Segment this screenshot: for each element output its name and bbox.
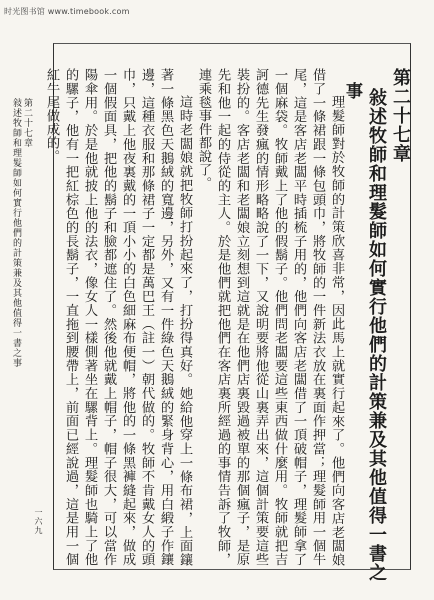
running-header (10, 98, 32, 368)
chapter-heading-continuation: 事 (342, 82, 362, 100)
chapter-heading: 敍述牧師和理髮師如何實行他們的計策兼及其他值得一書之 (366, 88, 387, 582)
chapter-title-block (340, 68, 412, 582)
body-paragraph: 這時老闆娘就把牧師打扮起來了，打扮得真好。她給他穿上一條布裙，上面鑲著一條黑色天鵝絨的寬邊，另外，又有一件綠色天鵝絨的緊身背心，用白緞子作鑲邊，這種衣服和那條裙子一定都是萬巴王（註一）朝代做的。牧師不肯戴女人的頭巾，只戴上他夜裏戴的一頂小小的白色細麻布便帽，將他的一條黑褲縫起來，做成一個假面具，把他的鬍子和臉都遮住了。然後他就戴上帽子，帽子很大，可以當作陽傘用。於是他就披上他的法衣，像女人一樣側著坐在騾背上。理髮師也騎上了他的騾子，他有一把紅棕色的長鬍子，一直拖到腰帶上，前面已經說過，這是用一個紅牛尾做成的。 (44, 68, 192, 566)
body-paragraph: 理髮師對於牧師的計策欣喜非常，因此馬上就實行起來了。他們向客店老闆娘借了一條裙跟一條包頭巾，將牧師的一件新法衣放在裏面作押當；理髮師用一個牛尾，這是客店老闆平時插梳子用的，他們向客店老闆借了一頂破帽子，理髮師拿了一個麻袋。牧師戴上了他的假鬍子。他們問老闆要這些東西做什麼用。牧師就把吉訶德先生發瘋的情形略略說了一下，又說明要將他從山裏弄出來，這個計策要這些裝扮的。客店老闆和老闆娘立刻想到這就是在他們店裏毀過被單的那個瘋子，是原先和他一起的侍從的主人。於是他們就把他們在客店裏所經過的事情告訴了牧師，連乘毯事件都說了。 (196, 68, 344, 566)
page-number: 一六九 (34, 508, 43, 535)
chapter-body (42, 68, 346, 566)
chapter-number: 第二十七章 (390, 68, 411, 163)
site-watermark: 时光图书馆 www.timebook.com (4, 7, 130, 16)
running-header-chapter: 第二十七章 (22, 98, 32, 148)
running-header-title: 敍述牧師和理髮師如何實行他們的計策兼及其他值得一書之事 (11, 98, 21, 368)
